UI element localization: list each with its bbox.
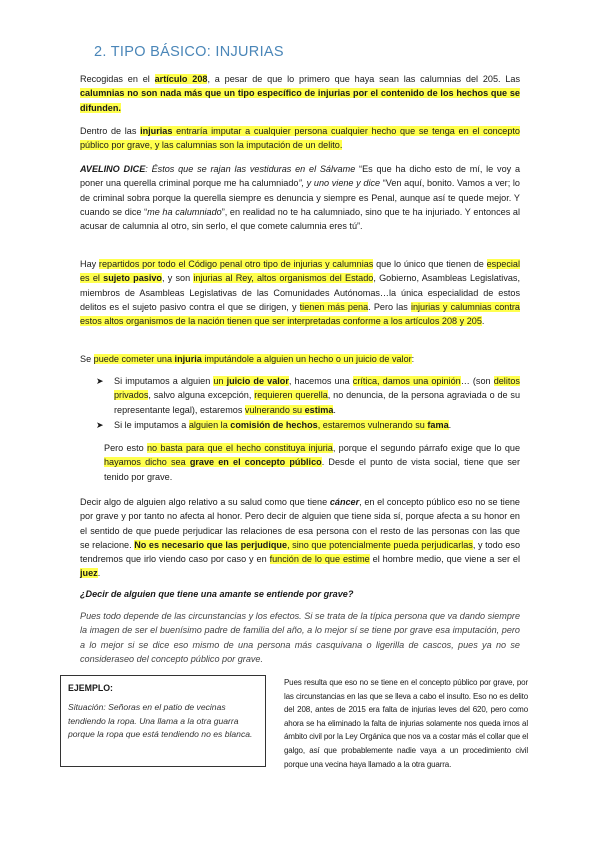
highlight-text: hayamos dicho sea <box>104 457 190 468</box>
highlight-injuria: injuria <box>174 354 202 364</box>
avelino-label: AVELINO DICE <box>80 164 146 174</box>
text-span: Hay <box>80 259 99 269</box>
highlight-text: repartidos por todo el Código penal otro tipo de injurias y calumnias <box>98 259 374 269</box>
paragraph-intro <box>80 72 520 115</box>
highlight-calumnias: calumnias no son nada más que un tipo específico de injurias por el contenido de los hechos que se difunden. <box>80 88 520 113</box>
text-span: “Ven aquí, bonito. Vamos a ver; lo de criminal sobra porque la querella siempre es denuncia y siempre es Penal, aunque así te quede mejor. Y cuando se dice “ <box>80 178 520 217</box>
text-span: Si imputamos a alguien <box>114 376 214 386</box>
highlight-text: , estaremos vulnerando su <box>317 419 428 430</box>
highlight-text: , sino que <box>287 539 330 550</box>
text-span: que lo único que tienen de <box>373 259 487 269</box>
paragraph-no-basta <box>104 441 520 484</box>
highlight-sujeto-pasivo: sujeto pasivo <box>103 273 162 284</box>
highlight-fama: fama <box>427 419 449 430</box>
highlight-text: imputándole a alguien un hecho o un juicio de valor <box>201 354 412 364</box>
paragraph-salud <box>80 495 520 581</box>
text-span: ”, y uno viene y dice <box>298 178 381 189</box>
paragraph-avelino <box>80 162 520 233</box>
text-span: , salvo alguna excepción, <box>148 390 255 401</box>
section-heading: 2. TIPO BÁSICO: INJURIAS <box>94 44 284 60</box>
highlight-text: función de lo que estime <box>269 554 370 565</box>
text-span: , a pesar de que lo primero que haya sean las calumnias del 205. Las <box>207 74 521 84</box>
highlight-text: delitos privados <box>114 376 520 401</box>
example-box <box>60 675 266 767</box>
text-span: . <box>481 316 485 327</box>
text-span: , hacemos una <box>288 376 353 386</box>
text-span: , porque el segundo párrafo exige que lo que <box>332 443 520 453</box>
text-span: , en el concepto público eso no se tiene por grave y por tanto no afecta al honor. Pero decir de alguien que tiene sida sí, porque afecta a su honor en el sentido de que puede perjudicar las relaciones de esa persona con el resto de las personas con las que se relacione. <box>80 497 520 550</box>
arrow-bullet-icon: ➤ <box>96 419 104 430</box>
paragraph-answer: Pues todo depende de las circunstancias y los efectos. Si se trata de la típica persona que va dando siempre la imagen de ser el buenísimo padre de familia del año, a lo mejor sí se tiene por grave esa imputación, pero a lo mejor si se dice eso mismo de una persona más casquivana o ligerilla de cascos, pues ya no se consideraseo del concepto público por grave. <box>80 611 520 664</box>
text-span: . Desde el punto de vista social, tiene que ser tenido por grave. <box>104 457 520 482</box>
text-span: Si le imputamos a <box>114 419 189 430</box>
arrow-bullet-icon: ➤ <box>96 376 104 386</box>
list-item <box>96 374 520 417</box>
highlight-juicio-valor: juicio de valor <box>226 376 289 386</box>
highlight-text: crítica, damos una opinión <box>352 376 461 386</box>
text-span: . <box>97 568 101 579</box>
cancer-word: cáncer <box>329 497 360 507</box>
text-span: Recogidas en el <box>80 74 155 84</box>
highlight-text: no basta para que el hecho constituya injuria <box>147 443 333 453</box>
highlight-estima: estima <box>304 404 334 415</box>
text-span: , Gobierno, Asambleas Legislativas, miembros de Asambleas Legislativas de las Comunidades Autónomas…la única especialidad de estos delitos es el sujeto pasivo contra el que se dirigen, y <box>80 273 520 312</box>
highlight-text: potencialmente pueda perjudicarlas <box>329 539 473 550</box>
highlight-text: alguien la <box>188 419 231 430</box>
text-span: me ha calumniado <box>147 206 222 217</box>
text-span: Dentro de las <box>80 126 141 136</box>
text-span: “Es que ha dicho esto de mí, le voy a poner una querella criminal porque me ha calumniado <box>80 164 521 189</box>
highlight-text: un <box>213 376 227 386</box>
highlight-text: injurias y calumnias contra estos altos organismos de la nación tienen que ser interpretadas conforme a los artículos 208 y 205 <box>80 301 520 327</box>
text-span: Pero esto <box>104 443 147 453</box>
text-span: . Pero las <box>368 301 411 312</box>
highlight-grave-concepto: grave en el concepto público <box>189 457 322 468</box>
bullet-list <box>96 374 520 433</box>
text-span: Decir algo de alguien algo relativo a su salud como que tiene <box>80 497 330 507</box>
highlight-text: puede cometer una <box>93 354 175 364</box>
highlight-text: No es necesario que las perjudique <box>134 539 288 550</box>
highlight-text: vulnerando su <box>244 404 305 415</box>
highlight-text: injurias al Rey, altos organismos del Estado <box>193 273 374 284</box>
paragraph-cometer <box>80 352 520 366</box>
text-span: . <box>448 419 452 430</box>
text-span: . <box>333 404 336 415</box>
highlight-text: especial es el <box>80 259 520 284</box>
example-explanation: Pues resulta que eso no se tiene en el concepto público por grave, por las circunstancias en las que se lleva a cabo el insulto. Eso no es delito del 208, antes de 2015 era falta de injurias leves del 620, pero como ahora se ha eliminado la falta de injurias solamente nos queda irnos al ámbito civil por la Ley Orgánica que nos va a costar más el collar que el galgo, así que probablemente nadie vaya a un procedimiento civil porque una vecina haya llamado a la otra guarra. <box>284 678 528 769</box>
list-item <box>96 418 520 432</box>
text-span: : Éstos que se rajan las vestiduras en el Sálvame <box>145 164 356 174</box>
text-span: , y son <box>161 273 194 284</box>
text-span: : <box>411 354 415 364</box>
example-title: EJEMPLO: <box>68 683 113 693</box>
paragraph-injurias <box>80 124 520 153</box>
highlight-text: tienen más pena <box>299 301 369 312</box>
example-body: Situación: Señoras en el patio de vecinas tendiendo la ropa. Una llama a la otra guarra porque la ropa que está tendiendo no es blanca. <box>68 701 253 740</box>
text-span: ”, en realidad no te ha calumniado, sino que te ha injuriado. Y entonces al acusar de calumnia al otro, sin serlo, el que comete calumnia eres tú”. <box>80 206 520 232</box>
highlight-comision-hechos: comisión de hechos <box>230 419 318 430</box>
highlight-juez: juez <box>80 568 98 579</box>
highlight-text: requieren querella <box>254 390 328 401</box>
question-heading: ¿Decir de alguien que tiene una amante se entiende por grave? <box>80 589 354 599</box>
highlight-article-208: artículo 208 <box>154 74 208 84</box>
text-span: el hombre medio, que viene a ser el <box>369 554 520 565</box>
text-span: , no denuncia, de la persona agraviada o de su representante legal), estaremos <box>114 390 521 415</box>
text-span: Se <box>80 354 94 364</box>
highlight-text: entraría imputar a cualquier persona cualquier hecho que se tenga en el concepto público por grave, y las calumnias son la imputación de un delito. <box>80 126 520 151</box>
text-span: … (son <box>460 376 494 386</box>
highlight-injurias: injurias <box>140 126 173 136</box>
paragraph-otros-tipos <box>80 257 520 328</box>
text-span: , y todo eso tendremos que irlo viendo caso por caso y en <box>80 539 521 565</box>
